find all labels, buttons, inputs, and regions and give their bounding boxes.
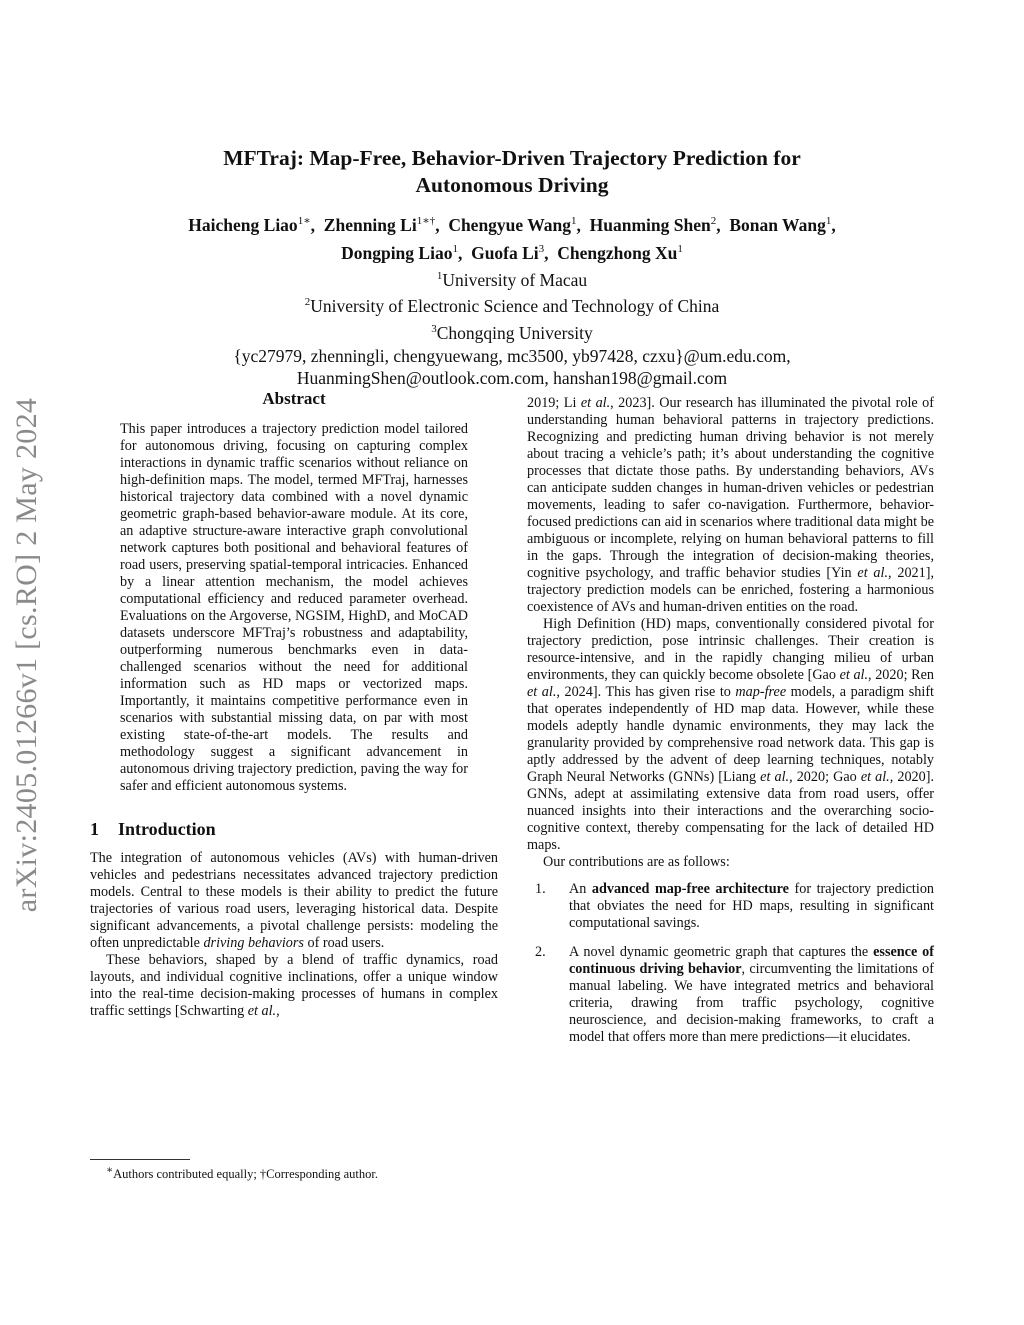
emphasis: map-free	[735, 684, 787, 700]
title-line-2: Autonomous Driving	[415, 173, 609, 197]
author-sup: 1	[677, 242, 683, 255]
author-sup: 1	[571, 215, 577, 227]
list-item	[527, 944, 934, 1046]
intro-paragraph-2	[90, 952, 498, 1020]
author-sup: 2	[710, 215, 717, 227]
text-run: An	[569, 881, 592, 897]
section-number: 1	[90, 819, 99, 839]
text-run: , 2021], trajectory prediction models can be enriched, fostering a harmonious coexistence of AVs and human-driven entities on the road.	[527, 565, 935, 615]
affiliation-sup: 2	[304, 296, 311, 309]
author-name: Bonan Wang	[729, 214, 826, 235]
citation-etal: et al.	[580, 395, 611, 411]
text-run: models, a paradigm shift that operates independently of HD map data. However, while these models adeptly handle dynamic environments, they may lack the granularity provided by comprehensive road network data. This gap is aptly addressed by the advent of deep learning techniques, notably Graph Neural Networks (GNNs) [Liang	[527, 684, 934, 785]
contributions-list	[527, 881, 934, 1046]
author-name: Dongping Liao	[341, 242, 453, 263]
text-run: , 2023]. Our research has illuminated the pivotal role of understanding human behavioral patterns in trajectory predictions. Recognizing and predicting human driving behavior is not merely about tracing a vehicle’s path; it’s about understanding the cognitive processes that dictate those paths. By understanding behaviors, AVs can anticipate sudden changes in human-driven vehicles or pedestrian movements, leading to safer co-navigation. Furthermore, behavior-focused predictions can aid in scenarios where traditional data might be ambiguous or incomplete, relying on human behavioral patterns to fill in the gaps. Through the integration of decision-making theories, cognitive psychology, and traffic behavior studies [Yin	[527, 395, 934, 581]
text-run: ,	[276, 1003, 280, 1019]
author-name: Guofa Li	[471, 242, 539, 263]
list-number: 2.	[535, 944, 546, 960]
footnote-rule	[90, 1159, 190, 1160]
affiliation	[90, 318, 934, 345]
author-name: Chengyue Wang	[448, 214, 572, 235]
text-run: , 2020]. GNNs, adept at assimilating extensive data from road users, offer nuanced insights into their interactions and the overarching socio-cognitive context, thereby compensating for the lack of detailed HD maps.	[527, 769, 934, 853]
citation-etal: et al.	[860, 769, 890, 785]
affiliation-name: University of Electronic Science and Technology of China	[310, 296, 720, 317]
left-column	[90, 390, 498, 1020]
affiliation	[90, 291, 934, 318]
list-item-text	[569, 944, 934, 1046]
abstract-heading: Abstract	[262, 389, 326, 408]
footnote-text	[90, 1163, 498, 1182]
author-name: Haicheng Liao	[188, 214, 298, 235]
author-sup: 1∗†	[416, 215, 436, 227]
author-list	[90, 209, 934, 265]
intro-paragraph-1	[90, 850, 498, 952]
author-emails	[90, 345, 934, 389]
list-item	[527, 881, 934, 932]
text-run: A novel dynamic geometric graph that captures the	[569, 944, 874, 960]
citation-etal: et al.	[839, 667, 869, 683]
text-run: These behaviors, shaped by a blend of traffic dynamics, road layouts, and individual cognitive inclinations, offer a unique window into the real-time decision-making processes of humans in complex traffic settings [Schwarting	[90, 952, 498, 1019]
section-title: Introduction	[118, 819, 216, 839]
footnote	[90, 1159, 498, 1182]
arxiv-stamp	[2, 350, 52, 960]
affiliation-name: University of Macau	[442, 269, 588, 290]
citation-etal: et al.	[247, 1003, 277, 1019]
affiliation	[90, 265, 934, 292]
text-run: The integration of autonomous vehicles (AVs) with human-driven vehicles and pedestrians necessitates advanced trajectory prediction models. Central to these models is their ability to predict the future trajectories of various road users, leveraging historical data. Despite significant advancements, a pivotal challenge persists: modeling the often unpredictable	[90, 850, 498, 951]
list-item-text	[569, 881, 934, 932]
author-sup: 1∗	[297, 215, 311, 227]
arxiv-stamp-text: arXiv:2405.01266v1 [cs.RO] 2 May 2024	[10, 397, 44, 913]
text-run: , 2020; Ren	[868, 667, 934, 683]
right-paragraph-1	[527, 395, 934, 616]
citation-etal: et al.	[857, 565, 889, 581]
text-run: , 2020; Gao	[789, 769, 861, 785]
footnote-mark: ∗	[106, 1165, 114, 1176]
author-sup: 3	[538, 242, 545, 255]
affiliation-sup: 1	[436, 269, 443, 282]
citation-etal: et al.	[527, 684, 557, 700]
title-line-1: MFTraj: Map-Free, Behavior-Driven Trajectory Prediction for	[223, 146, 801, 170]
paper-header	[90, 145, 934, 389]
author-name: Huanming Shen	[589, 214, 711, 235]
section-heading-introduction	[90, 821, 498, 838]
text-run: , 2024]. This has given rise to	[556, 684, 736, 700]
abstract-body	[120, 421, 468, 795]
email-line-1: {yc27979, zhenningli, chengyuewang, mc3500, yb97428, czxu}@um.edu.com,	[233, 346, 791, 367]
emphasis: driving behaviors	[203, 935, 304, 951]
text-run: of road users.	[303, 935, 385, 951]
author-line-2: Dongping Liao$^1$, Guofa Li$^3$, Chengzhong Xu$^1$	[341, 242, 683, 263]
bold-phrase: essence of continuous driving behavior	[569, 944, 934, 977]
text-run: High Definition (HD) maps, conventionally considered pivotal for trajectory prediction, pose intrinsic challenges. Their creation is resource-intensive, and in the rapidly changing milieu of urban environments, they can quickly become obsolete [Gao	[527, 616, 934, 683]
author-sup: 1	[825, 215, 832, 227]
text-run: for trajectory prediction that obviates the need for HD maps, resulting in significant computational savings.	[569, 881, 935, 931]
bold-phrase: advanced map-free architecture	[591, 881, 789, 897]
paper-title	[90, 145, 934, 199]
list-number: 1.	[535, 881, 546, 897]
affiliation-sup: 3	[431, 323, 437, 336]
author-name: Zhenning Li	[323, 214, 417, 235]
affiliation-name: Chongqing University	[436, 323, 593, 344]
citation-etal: et al.	[760, 769, 790, 785]
text-run: , circumventing the limitations of manual labeling. We have integrated metrics and behavioral criteria, drawing from traffic psychology, cognitive neuroscience, and decision-making frameworks, to craft a model that offers more than mere predictions—it elucidates.	[569, 961, 934, 1045]
email-line-2: HuanmingShen@outlook.com.com, hanshan198@gmail.com	[296, 368, 728, 389]
right-paragraph-2	[527, 616, 934, 854]
abstract-text: This paper introduces a trajectory prediction model tailored for autonomous driving, focusing on capturing complex interactions in dynamic traffic scenarios without reliance on high-definition maps. The model, termed MFTraj, harnesses historical trajectory data combined with a novel dynamic geometric graph-based behavior-aware module. At its core, an adaptive structure-aware interactive graph convolutional network captures both positional and behavioral features of road users, preserving spatial-temporal intricacies. Enhanced by a linear attention mechanism, the model achieves computational efficiency and reduced parameter overhead. Evaluations on the Argoverse, NGSIM, HighD, and MoCAD datasets underscore MFTraj’s robustness and adaptability, outperforming numerous benchmarks even in data-challenged scenarios without the need for additional information such as HD maps or vectorized maps. Importantly, it maintains competitive performance even in scenarios with substantial missing data, on par with most existing state-of-the-art models. The results and methodology suggest a significant advancement in autonomous driving trajectory prediction, paving the way for safer and efficient autonomous systems.	[120, 421, 468, 794]
footnote-body: Authors contributed equally; †Corresponding author.	[113, 1167, 378, 1182]
text-run: 2019; Li	[527, 395, 581, 411]
author-name: Chengzhong Xu	[557, 242, 678, 263]
author-line-1: Haicheng Liao$^{1∗}$, Zhenning $Li^{1∗\dagger}$, Chengyue Wang$^1$, Huanming Shen$^2$, Bonan Wang$^1$,	[188, 214, 836, 235]
author-sup: 1	[452, 242, 458, 255]
right-paragraph-3: Our contributions are as follows:	[543, 854, 730, 870]
right-column	[527, 395, 934, 1058]
